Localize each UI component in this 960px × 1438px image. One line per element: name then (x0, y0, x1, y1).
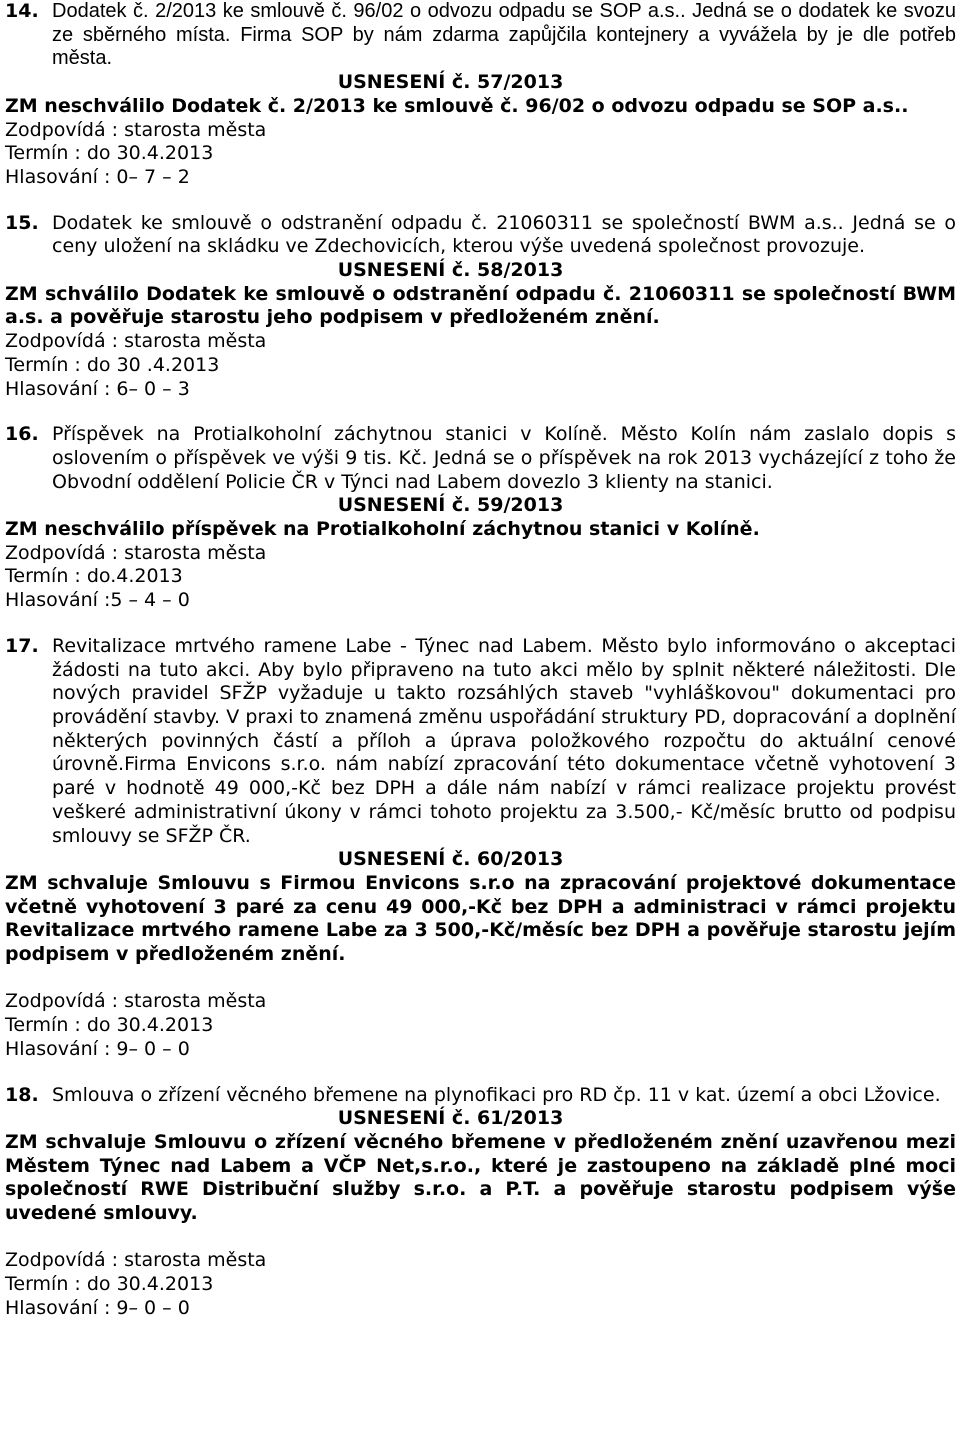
item-description: 17. Revitalizace mrtvého ramene Labe - Týnec nad Labem. Město bylo informováno o akceptaci žádosti na tuto akci. Aby bylo připraveno na tuto akci mělo by splnit některé náležitosti. Dle nových pravidel SFŽP vyžaduje u takto rozsáhlých staveb "vyhláškovou" dokumentaci pro provádění stavby. V praxi to znamená změnu uspořádání struktury PD, dopracování a doplnění některých povinných částí a příloh a úprava položkového rozpočtu do aktuální cenové úrovně.Firma Envicons s.r.o. nám nabízí zpracování této dokumentace včetně vyhotovení 3 paré v hodnotě 49 000,-Kč bez DPH a dále nám nabízí v rámci realizace projektu provést veškeré administrativní úkony v rámci tohoto projektu za 3.500,- Kč/měsíc brutto od podpisu smlouvy se SFŽP ČR. (5, 634, 956, 847)
responsible: Zodpovídá : starosta města (5, 1249, 267, 1272)
vote: Hlasování : 6– 0 – 3 (5, 377, 190, 400)
deadline: Termín : do 30.4.2013 (5, 1273, 214, 1296)
responsible: Zodpovídá : starosta města (5, 990, 267, 1013)
item-number: 15. (5, 211, 39, 234)
item-number: 18. (5, 1083, 39, 1106)
agenda-item-15 (5, 212, 956, 402)
item-number: 17. (5, 634, 39, 657)
resolution-number: USNESENÍ č. 59/2013 (337, 494, 564, 517)
deadline: Termín : do.4.2013 (5, 565, 183, 588)
resolution-number: USNESENÍ č. 57/2013 (337, 71, 564, 94)
responsible: Zodpovídá : starosta města (5, 118, 267, 141)
resolution-text: ZM schválilo Dodatek ke smlouvě o odstranění odpadu č. 21060311 se společností BWM a.s. a pověřuje starostu jeho podpisem v předloženém znění. (5, 282, 956, 329)
vote: Hlasování :5 – 4 – 0 (5, 589, 190, 612)
agenda-item-14 (5, 0, 956, 190)
item-description: 14. Dodatek č. 2/2013 ke smlouvě č. 96/02 o odvozu odpadu se SOP a.s.. Jedná se o dodatek ke svozu ze sběrného místa. Firma SOP by nám zdarma zapůjčila kontejnery a vyvážela by je dle potřeb města. (5, 0, 956, 70)
item-number: 16. (5, 423, 39, 446)
responsible: Zodpovídá : starosta města (5, 330, 267, 353)
item-description: 18. Smlouva o zřízení věcného břemene na plynofikaci pro RD čp. 11 v kat. území a obci Lžovice. (5, 1083, 941, 1106)
agenda-item-18 (5, 1084, 956, 1321)
resolution-text: ZM schvaluje Smlouvu s Firmou Envicons s.r.o na zpracování projektové dokumentace včetně vyhotovení 3 paré za cenu 49 000,-Kč bez DPH a administraci v rámci projektu Revitalizace mrtvého ramene Labe za 3 500,-Kč/měsíc bez DPH a pověřuje starostu jejím podpisem v předloženém znění. (5, 871, 956, 966)
resolution-number: USNESENÍ č. 61/2013 (337, 1107, 564, 1130)
deadline: Termín : do 30 .4.2013 (5, 353, 220, 376)
agenda-item-17 (5, 635, 956, 1062)
vote: Hlasování : 0– 7 – 2 (5, 165, 190, 188)
responsible: Zodpovídá : starosta města (5, 541, 267, 564)
resolution-number: USNESENÍ č. 60/2013 (337, 848, 564, 871)
item-description: 15. Dodatek ke smlouvě o odstranění odpadu č. 21060311 se společností BWM a.s.. Jedná se o ceny uložení na skládku ve Zdechovicích, kterou výše uvedená společnost provozuje. (5, 211, 956, 258)
resolution-text: ZM neschválilo příspěvek na Protialkoholní záchytnou stanici v Kolíně. (5, 518, 760, 541)
vote: Hlasování : 9– 0 – 0 (5, 1296, 190, 1319)
resolution-number: USNESENÍ č. 58/2013 (337, 259, 564, 282)
item-description: 16. Příspěvek na Protialkoholní záchytnou stanici v Kolíně. Město Kolín nám zaslalo dopis s oslovením o příspěvek ve výši 9 tis. Kč. Jedná se o příspěvek na rok 2013 vycházející z toho že Obvodní oddělení Policie ČR v Týnci nad Labem dovezlo 3 klienty na stanici. (5, 423, 956, 493)
deadline: Termín : do 30.4.2013 (5, 1014, 214, 1037)
vote: Hlasování : 9– 0 – 0 (5, 1037, 190, 1060)
item-number: 14. (5, 0, 39, 22)
deadline: Termín : do 30.4.2013 (5, 142, 214, 165)
agenda-item-16 (5, 423, 956, 613)
resolution-text: ZM schvaluje Smlouvu o zřízení věcného břemene v předloženém znění uzavřenou mezi Městem Týnec nad Labem a VČP Net,s.r.o., které je zastoupeno na základě plné moci společností RWE Distribuční služby s.r.o. a P.T. a pověřuje starostu podpisem výše uvedené smlouvy. (5, 1130, 956, 1225)
resolution-text: ZM neschválilo Dodatek č. 2/2013 ke smlouvě č. 96/02 o odvozu odpadu se SOP a.s.. (5, 94, 909, 117)
